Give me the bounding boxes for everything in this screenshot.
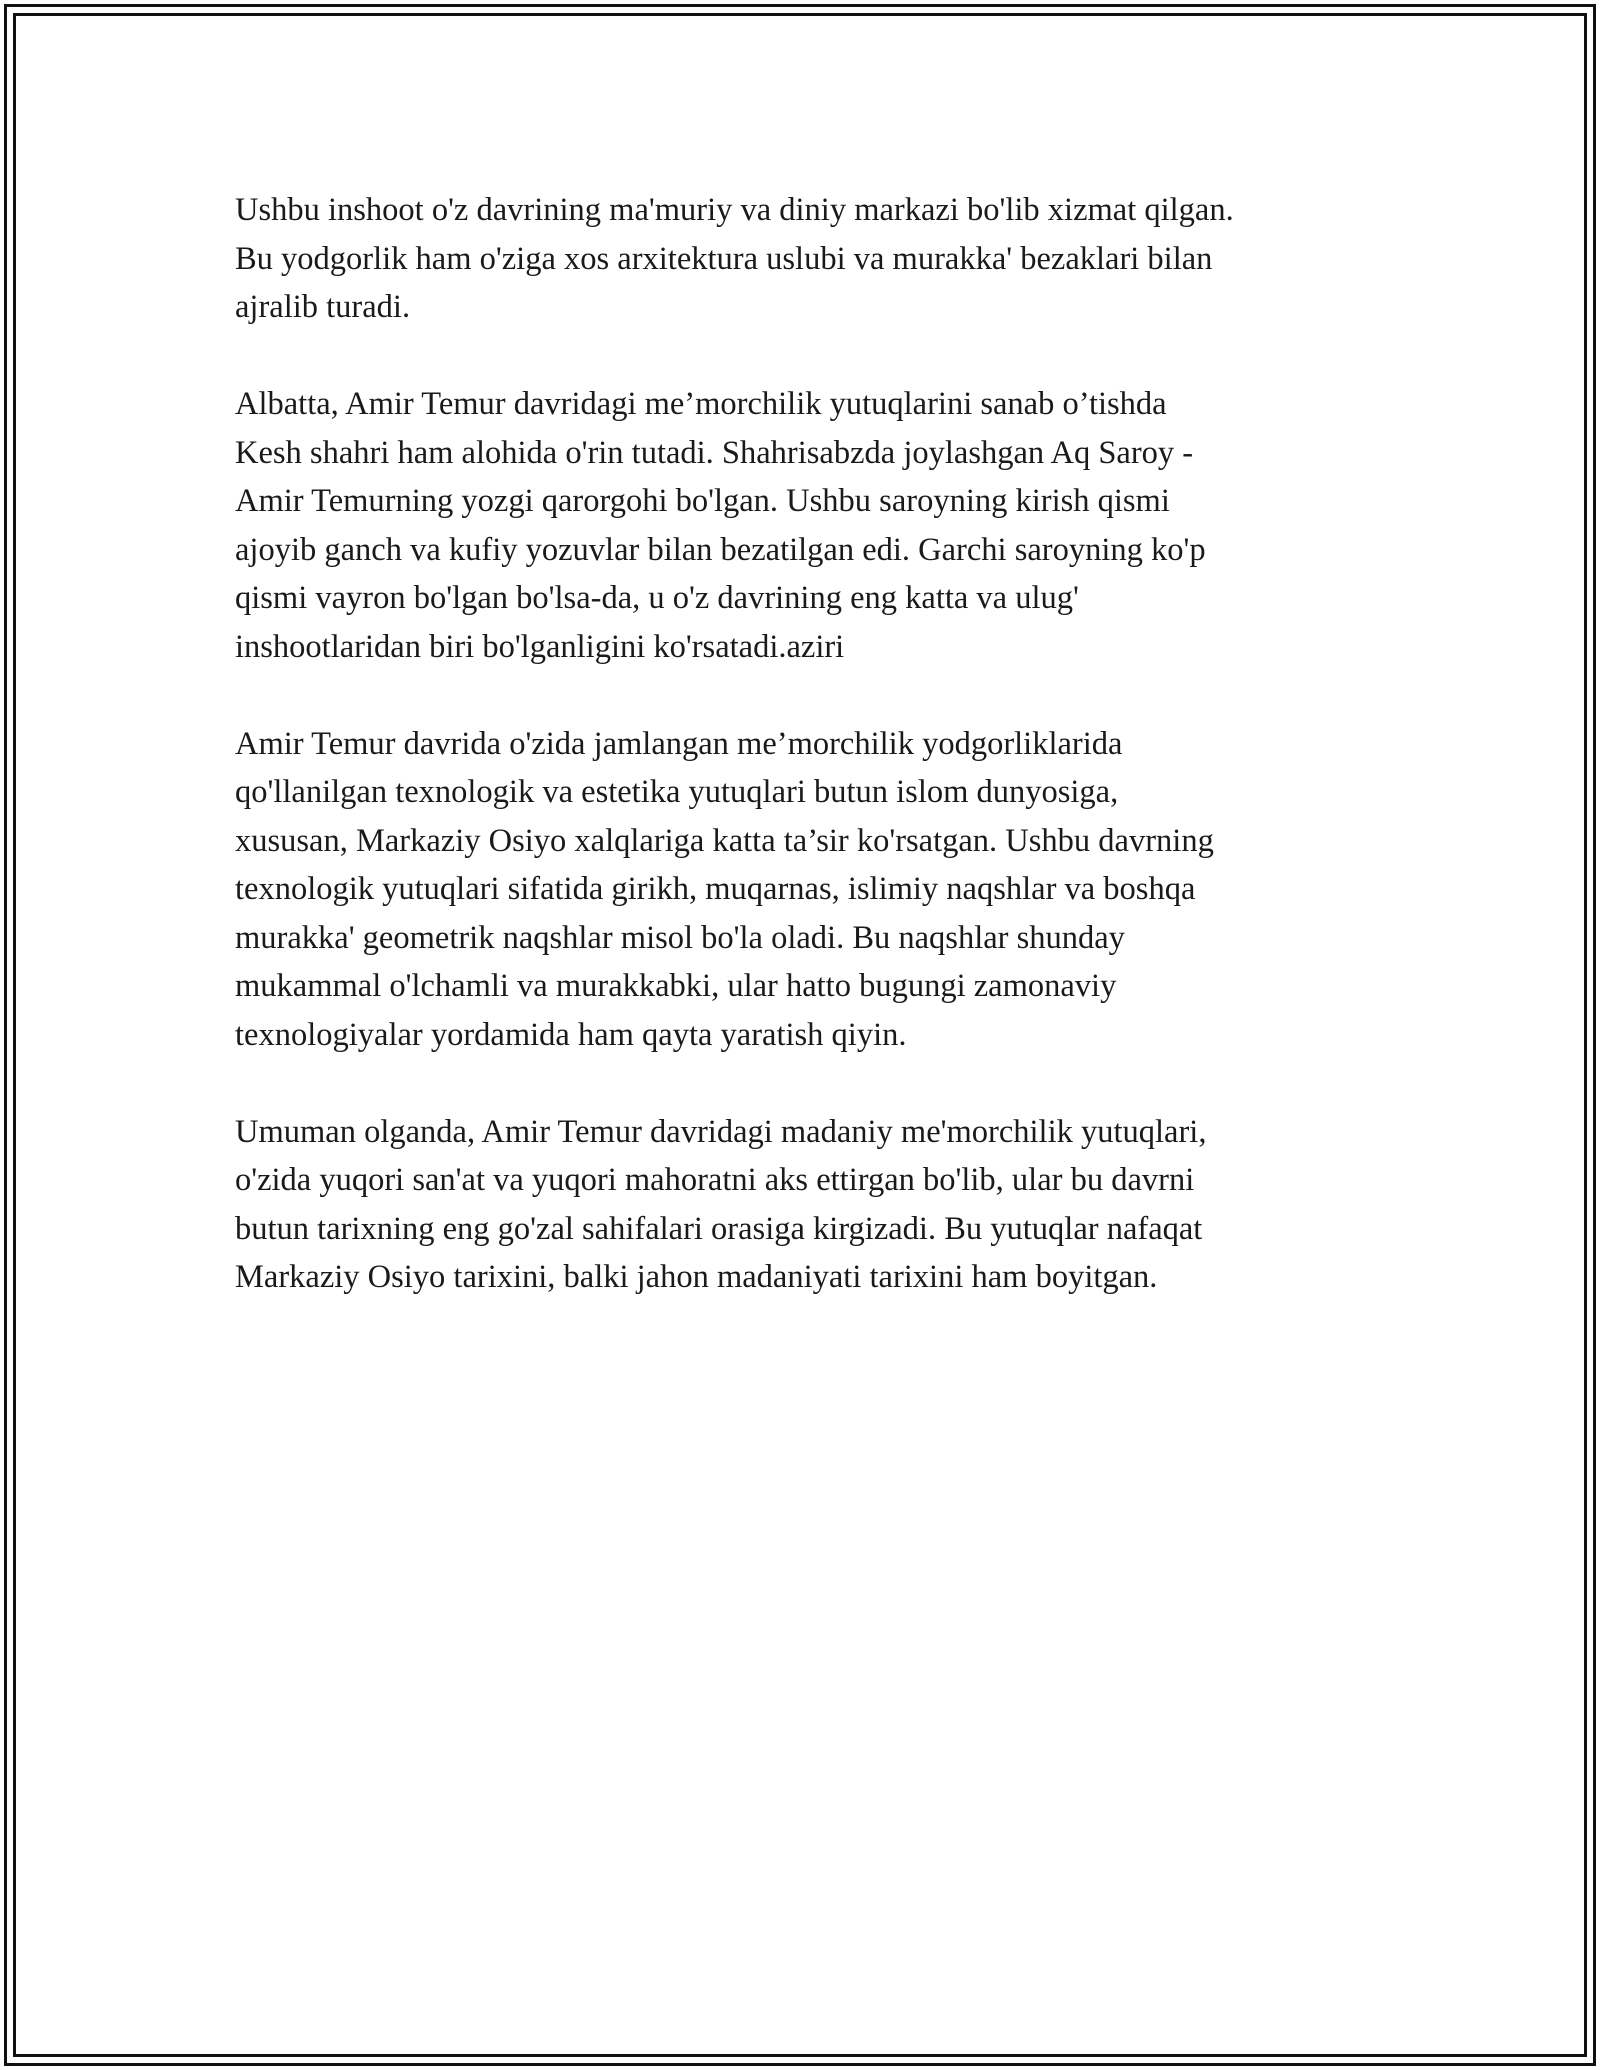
paragraph-3 [235,720,1385,1060]
text-line: Markaziy Osiyo tarixini, balki jahon madaniyati tarixini ham boyitgan. [235,1259,1158,1295]
text-line: Bu yodgorlik ham o'ziga xos arxitektura uslubi va murakka' bezaklari bilan [235,240,1213,277]
text-line: Ushbu inshoot o'z davrining ma'muriy va diniy markazi bo'lib xizmat qilgan. [235,192,1234,228]
text-line: qismi vayron bo'lgan bo'lsa-da, u o'z davrining eng katta va ulug' [235,580,1079,616]
document-body [235,186,1385,1350]
text-line: inshootlaridan biri bo'lganligini ko'rsatadi.aziri [235,628,845,665]
paragraph-4 [235,1108,1385,1302]
text-line: mukammal o'lchamli va murakkabki, ular hatto bugungi zamonaviy [235,968,1117,1004]
text-line: murakka' geometrik naqshlar misol bo'la oladi. Bu naqshlar shunday [235,919,1125,956]
paragraph-1 [235,186,1385,332]
text-line: Amir Temurning yozgi qarorgohi bo'lgan. Ushbu saroyning kirish qismi [235,483,1170,519]
text-line: Kesh shahri ham alohida o'rin tutadi. Shahrisabzda joylashgan Aq Saroy - [235,434,1194,471]
text-line: xususan, Markaziy Osiyo xalqlariga katta ta’sir ko'rsatgan. Ushbu davrning [235,822,1214,859]
text-line: texnologik yutuqlari sifatida girikh, muqarnas, islimiy naqshlar va boshqa [235,871,1196,907]
text-line: butun tarixning eng go'zal sahifalari orasiga kirgizadi. Bu yutuqlar nafaqat [235,1210,1203,1247]
text-line: Albatta, Amir Temur davridagi me’morchilik yutuqlarini sanab o’tishda [235,386,1167,422]
text-line: texnologiyalar yordamida ham qayta yaratish qiyin. [235,1016,907,1053]
text-line: ajoyib ganch va kufiy yozuvlar bilan bezatilgan edi. Garchi saroyning ko'p [235,531,1206,568]
text-line: Umuman olganda, Amir Temur davridagi madaniy me'morchilik yutuqlari, [235,1113,1207,1150]
paragraph-2 [235,380,1385,671]
text-line: qo'llanilgan texnologik va estetika yutuqlari butun islom dunyosiga, [235,774,1119,810]
text-line: Amir Temur davrida o'zida jamlangan me’morchilik yodgorliklarida [235,725,1123,762]
text-line: o'zida yuqori san'at va yuqori mahoratni aks ettirgan bo'lib, ular bu davrni [235,1162,1195,1198]
text-line: ajralib turadi. [235,289,411,325]
